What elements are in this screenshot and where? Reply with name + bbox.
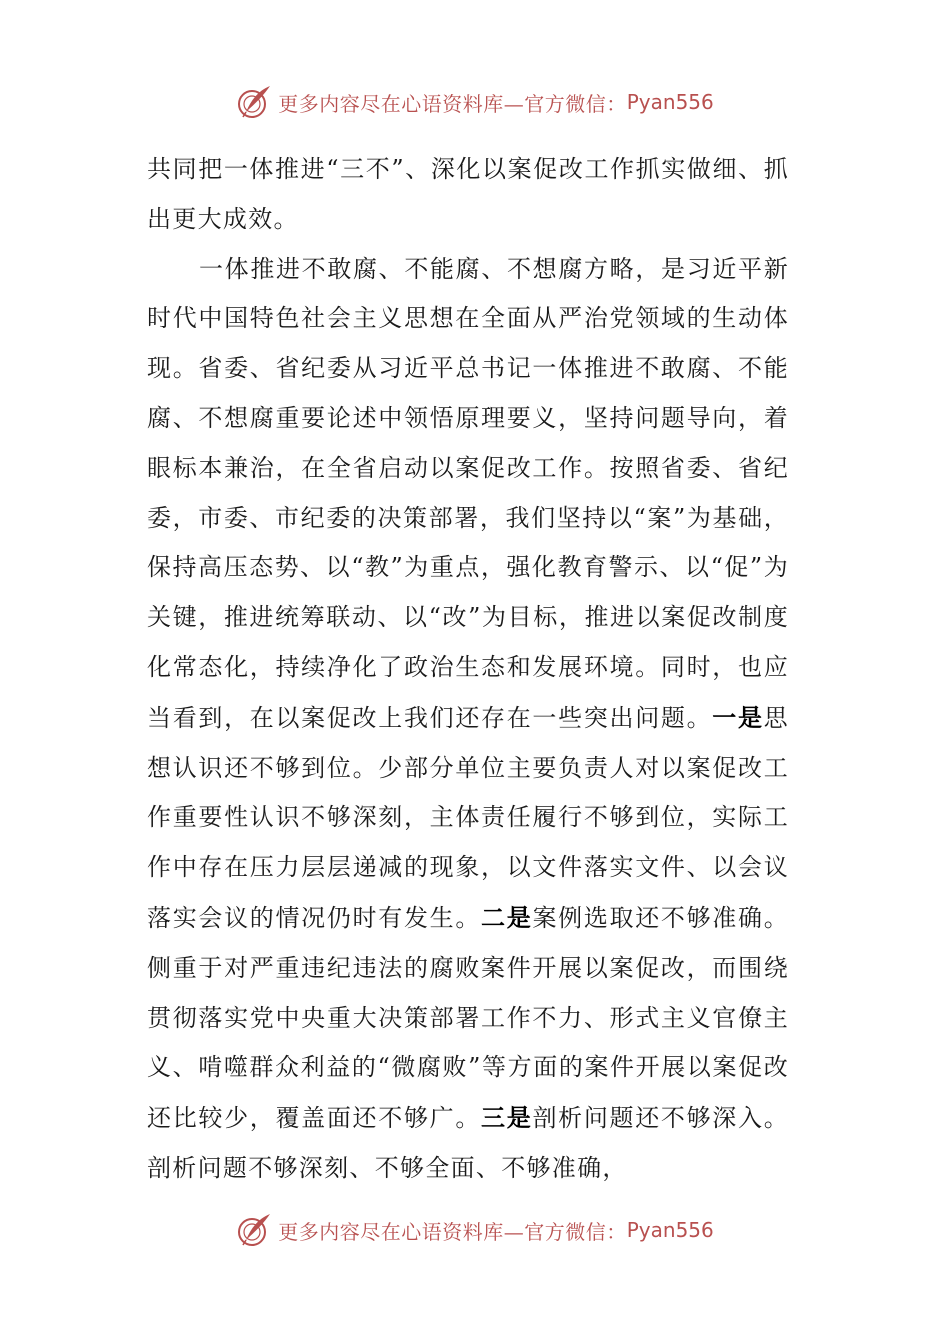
point-three-label: 三是 bbox=[481, 1103, 533, 1133]
header-banner-text: 更多内容尽在心语资料库—官方微信： bbox=[278, 91, 627, 116]
point-two-label: 二是 bbox=[481, 902, 533, 932]
paragraph-continuation: 共同把一体推进“三不”、深化以案促改工作抓实做细、抓出更大成效。 bbox=[147, 155, 789, 233]
paragraph-main bbox=[147, 245, 789, 1194]
footer-banner-text: 更多内容尽在心语资料库—官方微信： bbox=[278, 1219, 627, 1244]
point-one-text: 思想认识还不够到位。少部分单位主要负责人对以案促改工作重要性认识不够深刻，主体责任履行不够到位，实际工作中存在压力层层递减的现象，以文件落实文件、以会议落实会议的情况仍时有发生。 bbox=[147, 703, 789, 932]
paragraph-intro-text: 一体推进不敢腐、不能腐、不想腐方略，是习近平新时代中国特色社会主义思想在全面从严治党领域的生动体现。省委、省纪委从习近平总书记一体推进不敢腐、不能腐、不想腐重要论述中领悟原理要义，坚持问题导向，着眼标本兼治，在全省启动以案促改工作。按照省委、省纪委，市委、市纪委的决策部署，我们坚持以“案”为基础，保持高压态势、以“教”为重点，强化教育警示、以“促”为关键，推进统筹联动、以“改”为目标，推进以案促改制度化常态化，持续净化了政治生态和发展环境。同时，也应当看到，在以案促改上我们还存在一些突出问题。 bbox=[147, 254, 789, 732]
point-one-label: 一是 bbox=[712, 702, 764, 732]
quill-pen-logo-icon bbox=[236, 1212, 272, 1248]
header-wechat-id: Pyan556 bbox=[626, 90, 714, 114]
point-two-text: 案例选取还不够准确。侧重于对严重违纪违法的腐败案件开展以案促改，而围绕贯彻落实党中央重大决策部署工作不力、形式主义官僚主义、啃噬群众利益的“微腐败”等方面的案件开展以案促改还比较少，覆盖面还不够广。 bbox=[147, 903, 789, 1133]
footer-banner bbox=[0, 1210, 950, 1250]
point-three-text: 剖析问题还不够深入。剖析问题不够深刻、不够全面、不够准确， bbox=[147, 1104, 789, 1182]
footer-wechat-id: Pyan556 bbox=[626, 1218, 714, 1242]
quill-pen-logo-icon bbox=[236, 84, 272, 120]
document-body bbox=[147, 145, 789, 1194]
header-banner bbox=[0, 82, 950, 122]
